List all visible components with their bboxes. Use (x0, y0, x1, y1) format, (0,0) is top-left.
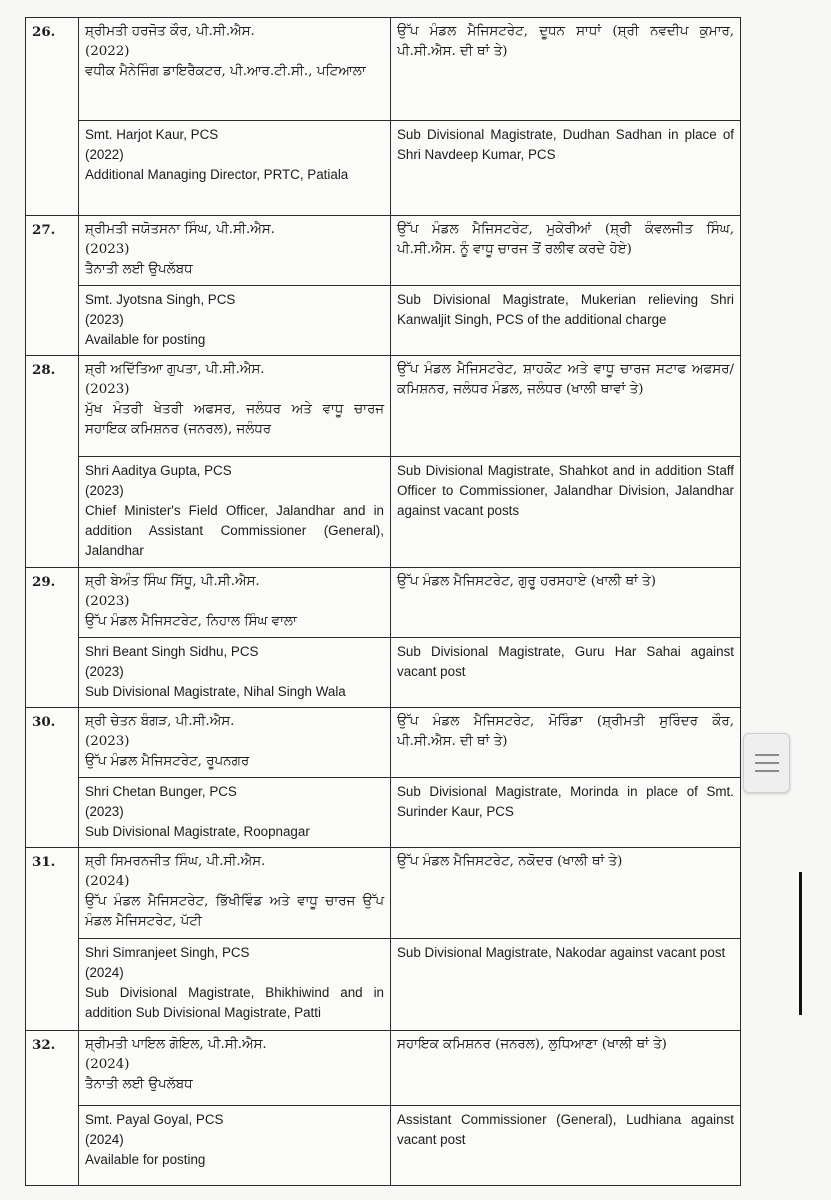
officer-english-line: Shri Aaditya Gupta, PCS (85, 462, 232, 478)
menu-line (755, 762, 779, 764)
posting-punjabi (391, 1031, 741, 1105)
posting-english (391, 778, 741, 848)
officer-punjabi-line: ਸ਼੍ਰੀ ਬੇਅੰਤ ਸਿੰਘ ਸਿੱਧੂ, ਪੀ.ਸੀ.ਐਸ. (85, 573, 260, 589)
menu-line (755, 754, 779, 756)
serial-number: 32. (26, 1031, 79, 1186)
posting-english (391, 638, 741, 708)
officer-english-line: Available for posting (85, 1151, 206, 1167)
officer-punjabi-line: (2024) (85, 874, 130, 890)
officer-english-line: Shri Beant Singh Sidhu, PCS (85, 644, 259, 659)
officer-english-line: (2023) (85, 804, 124, 820)
officer-punjabi-line: ਉੱਪ ਮੰਡਲ ਮੈਜਿਸਟਰੇਟ, ਭਿੱਖੀਵਿੰਡ ਅਤੇ ਵਾਧੂ ਚਾਰਜ ਉੱਪ ਮੰਡਲ ਮੈਜਿਸਟਰੇਟ, ਪੱਟੀ (85, 894, 384, 930)
officer-english-line: Additional Managing Director, PRTC, Patiala (85, 166, 349, 182)
officer-english-line: Chief Minister's Field Officer, Jalandhar and in addition Assistant Commissioner (General), Jalandhar (85, 502, 384, 558)
officer-punjabi (79, 1031, 391, 1105)
officer-punjabi (79, 848, 391, 939)
officer-punjabi-line: (2024) (85, 1057, 130, 1073)
officer-punjabi-line: ਵਧੀਕ ਮੈਨੇਜਿੰਗ ਡਾਇਰੈਕਟਰ, ਪੀ.ਆਰ.ਟੀ.ਸੀ., ਪਟਿਆਲਾ (85, 64, 366, 79)
officer-punjabi-line: ਤੈਨਾਤੀ ਲਈ ਉਪਲੱਬਧ (85, 261, 193, 277)
posting-punjabi (391, 848, 741, 939)
officer-punjabi-line: ਉੱਪ ਮੰਡਲ ਮੈਜਿਸਟਰੇਟ, ਰੂਪਨਗਰ (85, 754, 250, 770)
officer-punjabi-line: ਸ਼੍ਰੀਮਤੀ ਜਯੋਤਸਨਾ ਸਿੰਘ, ਪੀ.ਸੀ.ਐਸ. (85, 221, 275, 237)
officer-punjabi-line: (2023) (85, 734, 130, 750)
officer-punjabi-line: ਸ਼੍ਰੀਮਤੀ ਹਰਜੋਤ ਕੌਰ, ਪੀ.ਸੀ.ਐਸ. (85, 24, 255, 39)
officer-english-line: (2022) (85, 146, 124, 162)
table-row (26, 355, 741, 456)
officer-english-line: Smt. Jyotsna Singh, PCS (85, 291, 236, 307)
officer-english-line: Smt. Harjot Kaur, PCS (85, 126, 219, 142)
hamburger-menu-icon[interactable] (743, 733, 790, 793)
officer-english-line: Sub Divisional Magistrate, Roopnagar (85, 824, 310, 840)
posting-punjabi-line: ਉੱਪ ਮੰਡਲ ਮੈਜਿਸਟਰੇਟ, ਸ਼ਾਹਕੋਟ ਅਤੇ ਵਾਧੂ ਚਾਰਜ ਸਟਾਫ ਅਫਸਰ/ ਕਮਿਸ਼ਨਰ, ਜਲੰਧਰ ਮੰਡਲ, ਜਲੰਧਰ (ਖਾਲੀ ਥਾਵਾਂ ਤੇ) (397, 361, 734, 397)
posting-punjabi (391, 215, 741, 285)
posting-english (391, 1105, 741, 1185)
table-row (26, 848, 741, 939)
table-row (26, 638, 741, 708)
table-row (26, 18, 741, 121)
table-row (26, 285, 741, 355)
posting-english-line: Sub Divisional Magistrate, Nakodar against vacant post (397, 944, 726, 960)
posting-english (391, 938, 741, 1031)
officer-punjabi-line: (2023) (85, 381, 130, 397)
posting-english-line: Sub Divisional Magistrate, Guru Har Sahai against vacant post (397, 644, 734, 679)
officer-english-line: Smt. Payal Goyal, PCS (85, 1111, 224, 1127)
officer-english-line: (2023) (85, 664, 124, 679)
officer-english (79, 778, 391, 848)
serial-number: 27. (26, 215, 79, 355)
officer-english-line: (2024) (85, 1131, 124, 1147)
posting-punjabi-line: ਸਹਾਇਕ ਕਮਿਸ਼ਨਰ (ਜਨਰਲ), ਲੁਧਿਆਣਾ (ਖਾਲੀ ਥਾਂ ਤੇ) (397, 1037, 667, 1053)
officer-punjabi (79, 215, 391, 285)
posting-english-line: Sub Divisional Magistrate, Shahkot and in addition Staff Officer to Commissioner, Jalandhar Division, Jalandhar against vacant posts (397, 462, 734, 518)
officer-english (79, 120, 391, 215)
posting-english-line: Sub Divisional Magistrate, Morinda in place of Smt. Surinder Kaur, PCS (397, 784, 734, 820)
officer-punjabi-line: ਸ਼੍ਰੀਮਤੀ ਪਾਇਲ ਗੋਇਲ, ਪੀ.ਸੀ.ਐਸ. (85, 1037, 267, 1053)
officer-english-line: (2023) (85, 482, 124, 498)
table-row (26, 938, 741, 1031)
officer-punjabi (79, 355, 391, 456)
officer-punjabi-line: (2023) (85, 241, 130, 257)
officer-english (79, 456, 391, 567)
posting-punjabi-line: ਉੱਪ ਮੰਡਲ ਮੈਜਿਸਟਰੇਟ, ਮੁਕੇਰੀਆਂ (ਸ਼੍ਰੀ ਕੰਵਲਜੀਤ ਸਿੰਘ, ਪੀ.ਸੀ.ਐਸ. ਨੂੰ ਵਾਧੂ ਚਾਰਜ ਤੋਂ ਰਲੀਵ ਕਰਦੇ ਹੋਏ) (397, 221, 734, 257)
officer-punjabi-line: ਸ਼੍ਰੀ ਚੇਤਨ ਬੰਗੜ, ਪੀ.ਸੀ.ਐਸ. (85, 714, 235, 730)
officer-punjabi-line: ਸ਼੍ਰੀ ਅਦਿੱਤਿਆ ਗੁਪਤਾ, ਪੀ.ਸੀ.ਐਸ. (85, 361, 265, 377)
serial-number: 30. (26, 708, 79, 848)
officer-english (79, 938, 391, 1031)
serial-number: 29. (26, 567, 79, 707)
posting-english-line: Sub Divisional Magistrate, Dudhan Sadhan in place of Shri Navdeep Kumar, PCS (397, 126, 734, 162)
posting-english (391, 456, 741, 567)
officer-punjabi (79, 567, 391, 637)
officer-english (79, 1105, 391, 1185)
officer-english-line: Available for posting (85, 331, 206, 347)
scroll-edge-bar (799, 872, 802, 1015)
posting-english-line: Sub Divisional Magistrate, Mukerian relieving Shri Kanwaljit Singh, PCS of the additional charge (397, 291, 734, 327)
officer-english-line: Sub Divisional Magistrate, Nihal Singh Wala (85, 684, 346, 699)
officer-english (79, 638, 391, 708)
serial-number: 26. (26, 18, 79, 216)
posting-punjabi (391, 355, 741, 456)
posting-punjabi (391, 708, 741, 778)
menu-line (755, 770, 779, 772)
officer-punjabi-line: (2022) (85, 44, 130, 59)
posting-punjabi (391, 567, 741, 637)
table-row (26, 456, 741, 567)
officer-english-line: (2024) (85, 964, 124, 980)
posting-orders-table (25, 17, 741, 1186)
officer-english (79, 285, 391, 355)
officer-english-line: Shri Chetan Bunger, PCS (85, 784, 237, 800)
table-body (26, 18, 741, 1186)
serial-number: 31. (26, 848, 79, 1031)
officer-punjabi-line: ਤੈਨਾਤੀ ਲਈ ਉਪਲੱਬਧ (85, 1077, 193, 1093)
officer-punjabi (79, 18, 391, 121)
table-row (26, 708, 741, 778)
officer-punjabi (79, 708, 391, 778)
table-row (26, 567, 741, 637)
posting-punjabi-line: ਉੱਪ ਮੰਡਲ ਮੈਜਿਸਟਰੇਟ, ਮੋਰਿੰਡਾ (ਸ਼੍ਰੀਮਤੀ ਸੁਰਿੰਦਰ ਕੌਰ, ਪੀ.ਸੀ.ਐਸ. ਦੀ ਥਾਂ ਤੇ) (397, 714, 734, 750)
officer-punjabi-line: (2023) (85, 593, 130, 609)
officer-english-line: Shri Simranjeet Singh, PCS (85, 944, 250, 960)
officer-punjabi-line: ਸ਼੍ਰੀ ਸਿਮਰਨਜੀਤ ਸਿੰਘ, ਪੀ.ਸੀ.ਐਸ. (85, 854, 266, 870)
table-row (26, 215, 741, 285)
posting-punjabi-line: ਉੱਪ ਮੰਡਲ ਮੈਜਿਸਟਰੇਟ, ਦੂਧਨ ਸਾਧਾਂ (ਸ਼੍ਰੀ ਨਵਦੀਪ ਕੁਮਾਰ, ਪੀ.ਸੀ.ਐਸ. ਦੀ ਥਾਂ ਤੇ) (397, 24, 734, 59)
table-row (26, 778, 741, 848)
table-row (26, 120, 741, 215)
posting-punjabi-line: ਉੱਪ ਮੰਡਲ ਮੈਜਿਸਟਰੇਟ, ਨਕੋਦਰ (ਖਾਲੀ ਥਾਂ ਤੇ) (397, 854, 623, 870)
table-row (26, 1031, 741, 1105)
officer-english-line: Sub Divisional Magistrate, Bhikhiwind and in addition Sub Divisional Magistrate, Patti (85, 984, 384, 1020)
posting-english (391, 120, 741, 215)
serial-number: 28. (26, 355, 79, 567)
posting-english-line: Assistant Commissioner (General), Ludhiana against vacant post (397, 1111, 734, 1147)
officer-english-line: (2023) (85, 311, 124, 327)
officer-punjabi-line: ਉੱਪ ਮੰਡਲ ਮੈਜਿਸਟਰੇਟ, ਨਿਹਾਲ ਸਿੰਘ ਵਾਲਾ (85, 613, 297, 629)
posting-punjabi-line: ਉੱਪ ਮੰਡਲ ਮੈਜਿਸਟਰੇਟ, ਗੁਰੂ ਹਰਸਹਾਏ (ਖਾਲੀ ਥਾਂ ਤੇ) (397, 573, 656, 589)
posting-punjabi (391, 18, 741, 121)
officer-punjabi-line: ਮੁੱਖ ਮੰਤਰੀ ਖੇਤਰੀ ਅਫਸਰ, ਜਲੰਧਰ ਅਤੇ ਵਾਧੂ ਚਾਰਜ ਸਹਾਇਕ ਕਮਿਸ਼ਨਰ (ਜਨਰਲ), ਜਲੰਧਰ (85, 401, 384, 437)
posting-english (391, 285, 741, 355)
table-row (26, 1105, 741, 1185)
